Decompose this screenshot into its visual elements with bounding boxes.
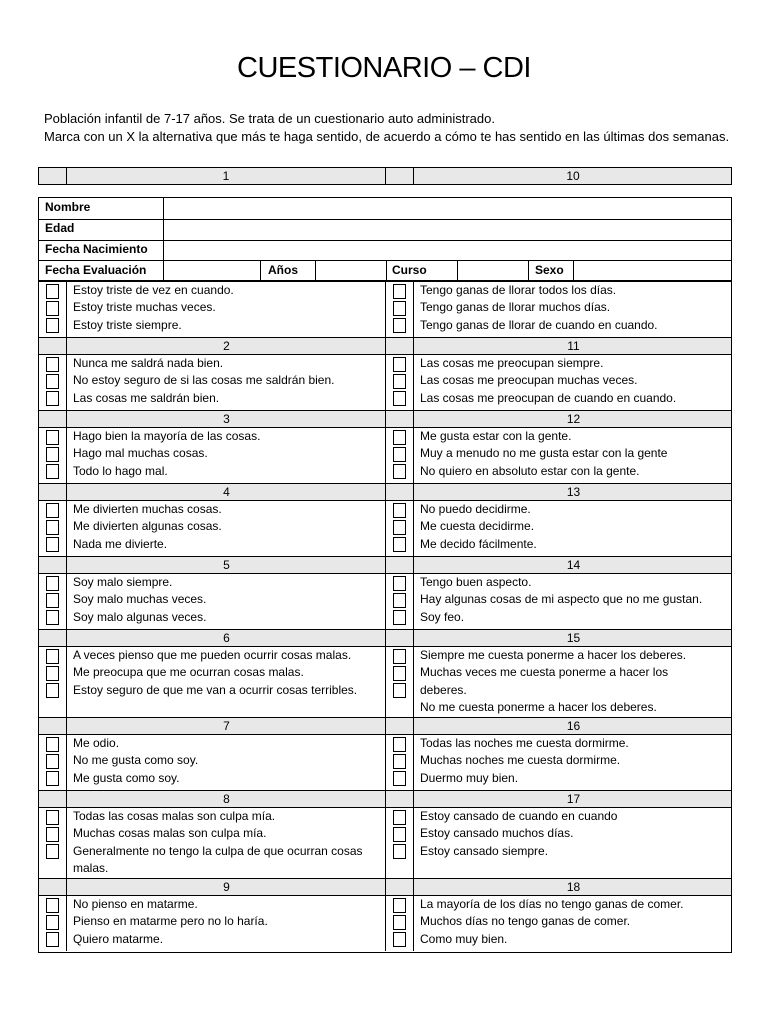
option-text: Estoy triste muchas veces.: [73, 300, 216, 315]
intro-text: [44, 110, 734, 146]
option-text: No estoy seguro de si las cosas me saldrán bien.: [73, 373, 335, 388]
option-checkbox[interactable]: [393, 447, 406, 462]
option-checkbox[interactable]: [46, 683, 59, 698]
option-text: La mayoría de los días no tengo ganas de comer.: [420, 897, 684, 911]
option-text: Hago mal muchas cosas.: [73, 446, 208, 461]
option-text: Todas las cosas malas son culpa mía.: [73, 809, 276, 823]
item-number: 6: [223, 631, 230, 645]
item-number: 3: [223, 412, 230, 426]
option-checkbox[interactable]: [393, 357, 406, 372]
curso-label: Curso: [392, 263, 427, 277]
option-checkbox[interactable]: [46, 915, 59, 930]
option-text: Me odio.: [73, 736, 120, 750]
option-checkbox[interactable]: [393, 827, 406, 842]
item-number: 14: [566, 558, 581, 572]
option-text: Muy a menudo no me gusta estar con la gente: [420, 446, 668, 461]
option-checkbox[interactable]: [46, 737, 59, 752]
option-text: Me gusta como soy.: [73, 770, 180, 785]
sexo-field[interactable]: [574, 261, 731, 281]
option-text: Generalmente no tengo la culpa de que ocurran cosas: [73, 843, 363, 858]
option-text: Hay algunas cosas de mi aspecto que no me gustan.: [420, 592, 703, 607]
option-checkbox[interactable]: [46, 898, 59, 913]
option-text: Siempre me cuesta ponerme a hacer los deberes.: [420, 648, 687, 662]
option-text: Estoy cansado muchos días.: [420, 826, 574, 841]
option-checkbox[interactable]: [46, 844, 59, 859]
option-text: No puedo decidirme.: [420, 502, 531, 516]
fecha-nacimiento-label: Fecha Nacimiento: [45, 242, 148, 256]
fecha-evaluacion-label: Fecha Evaluación: [45, 263, 147, 277]
option-checkbox[interactable]: [46, 391, 59, 406]
info-table: [38, 197, 732, 281]
option-text: Estoy cansado siempre.: [420, 843, 549, 858]
sexo-label: Sexo: [535, 263, 564, 277]
item-number: 2: [223, 339, 230, 353]
header-number-left: 1: [222, 169, 230, 183]
option-text: Las cosas me preocupan de cuando en cuando.: [420, 390, 677, 405]
option-text: Tengo ganas de llorar todos los días.: [420, 283, 617, 297]
option-checkbox[interactable]: [46, 593, 59, 608]
option-text: No me cuesta ponerme a hacer los deberes.: [420, 700, 657, 715]
option-text: Me divierten muchas cosas.: [73, 502, 222, 516]
option-checkbox[interactable]: [46, 464, 59, 479]
option-text: Las cosas me preocupan siempre.: [420, 356, 604, 370]
option-text: Estoy cansado de cuando en cuando: [420, 809, 618, 823]
option-checkbox[interactable]: [393, 430, 406, 445]
option-checkbox[interactable]: [393, 683, 406, 698]
option-checkbox[interactable]: [393, 464, 406, 479]
header-number-strip: [38, 167, 732, 185]
option-checkbox[interactable]: [393, 649, 406, 664]
nombre-field[interactable]: [164, 198, 731, 219]
nombre-label: Nombre: [45, 200, 91, 214]
option-checkbox[interactable]: [393, 374, 406, 389]
option-checkbox[interactable]: [46, 447, 59, 462]
option-text: Me preocupa que me ocurran cosas malas.: [73, 665, 304, 680]
option-checkbox[interactable]: [393, 737, 406, 752]
fecha-evaluacion-field[interactable]: [164, 261, 260, 281]
option-text: Nunca me saldrá nada bien.: [73, 356, 224, 370]
option-checkbox[interactable]: [46, 520, 59, 535]
option-checkbox[interactable]: [46, 754, 59, 769]
option-checkbox[interactable]: [46, 284, 59, 299]
option-text: Soy feo.: [420, 609, 465, 624]
item-number: 18: [566, 880, 581, 894]
option-checkbox[interactable]: [393, 932, 406, 947]
option-text: Me cuesta decidirme.: [420, 519, 535, 534]
item-number: 5: [223, 558, 230, 572]
option-checkbox[interactable]: [46, 666, 59, 681]
option-checkbox[interactable]: [46, 771, 59, 786]
option-checkbox[interactable]: [46, 932, 59, 947]
option-text: Nada me divierte.: [73, 536, 168, 551]
option-text: malas.: [73, 861, 109, 876]
option-checkbox[interactable]: [46, 430, 59, 445]
item-number: 13: [566, 485, 581, 499]
option-text: Tengo ganas de llorar muchos días.: [420, 300, 611, 315]
item-number: 15: [566, 631, 581, 645]
option-text: Las cosas me preocupan muchas veces.: [420, 373, 638, 388]
option-text: Duermo muy bien.: [420, 770, 519, 785]
intro-line-1: Población infantil de 7-17 años. Se trata de un cuestionario auto administrado.: [44, 111, 495, 126]
option-text: A veces pienso que me pueden ocurrir cosas malas.: [73, 648, 352, 662]
option-text: Muchos días no tengo ganas de comer.: [420, 914, 631, 929]
option-text: Muchas noches me cuesta dormirme.: [420, 753, 621, 768]
item-number: 17: [566, 792, 581, 806]
option-checkbox[interactable]: [393, 754, 406, 769]
fecha-nacimiento-field[interactable]: [164, 241, 731, 260]
option-checkbox[interactable]: [46, 318, 59, 333]
option-checkbox[interactable]: [393, 318, 406, 333]
item-number: 9: [223, 880, 230, 894]
item-number: 11: [567, 339, 580, 353]
option-text: Quiero matarme.: [73, 931, 164, 946]
option-text: Estoy triste siempre.: [73, 317, 182, 332]
option-text: Muchas cosas malas son culpa mía.: [73, 826, 267, 841]
option-text: No me gusta como soy.: [73, 753, 199, 768]
option-text: No pienso en matarme.: [73, 897, 198, 911]
option-checkbox[interactable]: [393, 301, 406, 316]
option-text: Hago bien la mayoría de las cosas.: [73, 429, 261, 443]
option-text: Me gusta estar con la gente.: [420, 429, 572, 443]
edad-field[interactable]: [164, 220, 731, 240]
option-text: Me decido fácilmente.: [420, 536, 537, 551]
option-text: Estoy seguro de que me van a ocurrir cosas terribles.: [73, 682, 358, 697]
option-text: Pienso en matarme pero no lo haría.: [73, 914, 268, 929]
option-text: Me divierten algunas cosas.: [73, 519, 222, 534]
option-text: No quiero en absoluto estar con la gente.: [420, 463, 640, 478]
option-checkbox[interactable]: [393, 844, 406, 859]
option-text: Tengo buen aspecto.: [420, 575, 532, 589]
anos-label: Años: [268, 263, 298, 277]
item-number: 4: [223, 485, 230, 499]
option-checkbox[interactable]: [46, 827, 59, 842]
option-text: Todas las noches me cuesta dormirme.: [420, 736, 629, 750]
option-checkbox[interactable]: [393, 391, 406, 406]
item-number: 8: [223, 792, 230, 806]
option-checkbox[interactable]: [46, 374, 59, 389]
option-checkbox[interactable]: [393, 898, 406, 913]
option-text: deberes.: [420, 682, 467, 697]
curso-field[interactable]: [458, 261, 528, 281]
option-checkbox[interactable]: [46, 357, 59, 372]
page-title: CUESTIONARIO – CDI: [237, 52, 531, 84]
option-checkbox[interactable]: [46, 610, 59, 625]
option-checkbox[interactable]: [46, 576, 59, 591]
option-checkbox[interactable]: [393, 520, 406, 535]
items-table: [38, 281, 732, 953]
option-checkbox[interactable]: [393, 915, 406, 930]
option-checkbox[interactable]: [46, 537, 59, 552]
option-checkbox[interactable]: [393, 610, 406, 625]
header-number-right: 10: [566, 169, 580, 183]
intro-line-2: Marca con un X la alternativa que más te haga sentido, de acuerdo a cómo te has sentido en las últimas dos semanas.: [44, 129, 730, 144]
option-text: Soy malo siempre.: [73, 575, 173, 589]
option-checkbox[interactable]: [393, 771, 406, 786]
edad-label: Edad: [45, 221, 75, 235]
option-text: Soy malo algunas veces.: [73, 609, 207, 624]
anos-field[interactable]: [316, 261, 386, 281]
option-text: Estoy triste de vez en cuando.: [73, 283, 234, 297]
option-checkbox[interactable]: [393, 810, 406, 825]
option-checkbox[interactable]: [393, 284, 406, 299]
option-text: Las cosas me saldrán bien.: [73, 390, 220, 405]
option-checkbox[interactable]: [46, 301, 59, 316]
option-text: Como muy bien.: [420, 931, 508, 946]
option-text: Tengo ganas de llorar de cuando en cuando.: [420, 317, 658, 332]
option-text: Todo lo hago mal.: [73, 463, 168, 478]
option-checkbox[interactable]: [393, 537, 406, 552]
item-number: 16: [566, 719, 581, 733]
option-checkbox[interactable]: [393, 576, 406, 591]
item-number: 12: [566, 412, 581, 426]
option-text: Muchas veces me cuesta ponerme a hacer los: [420, 665, 669, 680]
item-number: 7: [223, 719, 230, 733]
option-text: Soy malo muchas veces.: [73, 592, 207, 607]
option-checkbox[interactable]: [46, 503, 59, 518]
option-checkbox[interactable]: [393, 666, 406, 681]
option-checkbox[interactable]: [393, 503, 406, 518]
option-checkbox[interactable]: [393, 593, 406, 608]
option-checkbox[interactable]: [46, 649, 59, 664]
option-checkbox[interactable]: [46, 810, 59, 825]
